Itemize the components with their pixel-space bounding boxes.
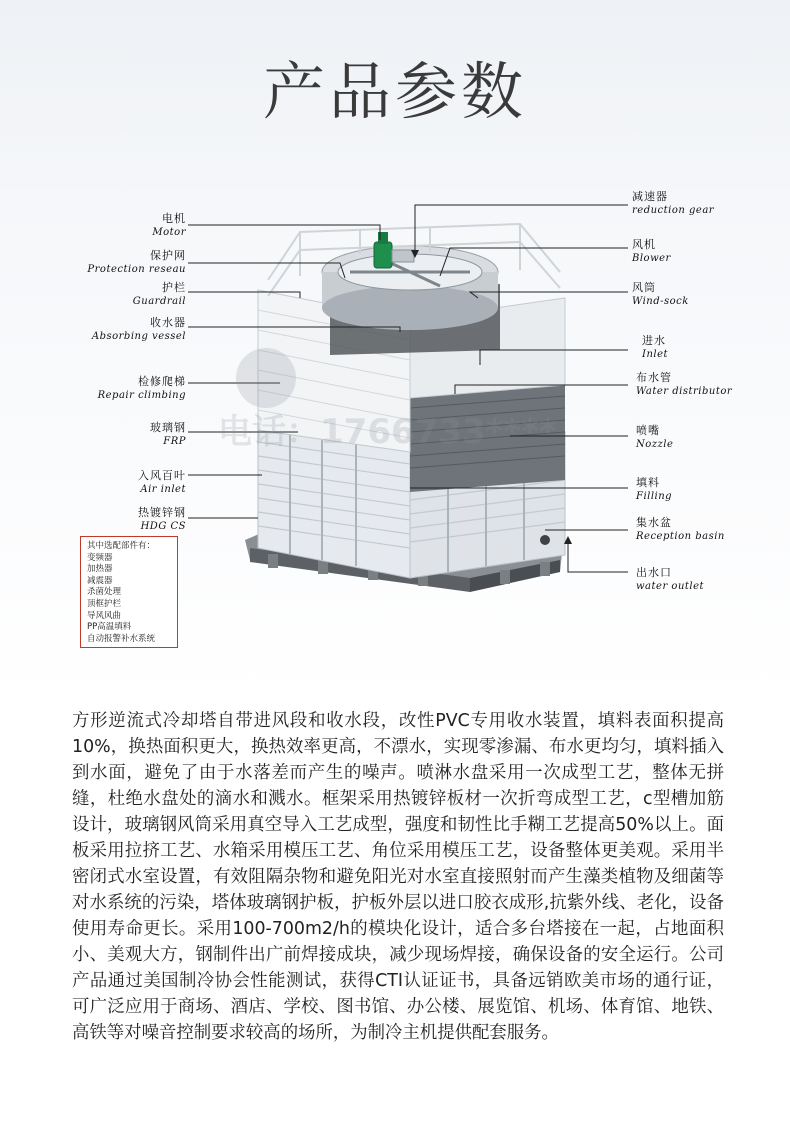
label-protection-reseau: 保护网 Protection reseau — [87, 249, 186, 275]
optional-part: 顶框护栏 — [87, 598, 122, 609]
label-inlet: 进水 Inlet — [642, 334, 669, 360]
label-absorbing-vessel: 收水器 Absorbing vessel — [91, 316, 186, 342]
optional-parts-heading: 其中选配部件有： — [87, 541, 156, 551]
product-description: 方形逆流式冷却塔自带进风段和收水段，改性PVC专用收水装置，填料表面积提高10%，换热面积更大，换热效率更高，不漂水，实现零渗漏、布水更均匀，填料插入到水面，避免了由于水落差而产生的噪声。喷淋水盘采用一次成型工艺，整体无拼缝，杜绝水盘处的滴水和溅水。框架采用热镀锌板材一次折弯成型工艺，c型槽加筋设计，玻璃钢风筒采用真空导入工艺成型，强度和韧性比手糊工艺提高50%以上。面板采用拉挤工艺、水箱采用模压工艺、角位采用模压工艺，设备整体更美观。采用半密闭式水室设置，有效阻隔杂物和避免阳光对水室直接照射而产生藻类植物及细菌等对水系统的污染，塔体玻璃钢护板，护板外层以进口胶衣成形,抗紫外线、老化，设备使用寿命更长。采用100-700m2/h的模块化设计，适合多台塔接在一起，占地面积小、美观大方，钢制件出广前焊接成块，减少现场焊接，确保设备的安全运行。公司产品通过美国制冷协会性能测试，获得CTI认证证书，具备远销欧美市场的通行证，可广泛应用于商场、酒店、学校、图书馆、办公楼、展览馆、机场、体育馆、地铁、高铁等对噪音控制要求较高的场所，为制冷主机提供配套服务。 — [72, 711, 724, 1043]
watermark-phone: 电话：1766733**** — [218, 412, 557, 452]
label-nozzle: 喷嘴 Nozzle — [636, 424, 674, 450]
water-outlet-port — [540, 535, 550, 545]
label-frp: 玻璃钢 FRP — [150, 421, 186, 447]
optional-part: 变频器 — [87, 552, 113, 563]
optional-parts-box — [80, 536, 178, 648]
optional-part: 加热器 — [87, 564, 113, 575]
label-guardrail: 护栏 Guardrail — [132, 281, 186, 307]
label-motor: 电机 Motor — [152, 212, 186, 238]
label-filling: 填料 Filling — [636, 476, 673, 502]
label-blower: 风机 Blower — [632, 238, 671, 264]
page-title: 产品参数 — [262, 55, 527, 128]
label-wind-sock: 风筒 Wind-sock — [632, 281, 689, 307]
filling-media — [410, 385, 565, 492]
label-water-distributor: 布水管 Water distributor — [636, 371, 733, 397]
optional-part: 导风风曲 — [87, 610, 122, 621]
label-air-inlet: 入风百叶 Air inlet — [138, 469, 186, 495]
optional-part: PP高温填料 — [87, 622, 132, 633]
label-water-outlet: 出水口 water outlet — [636, 566, 705, 592]
label-hdg-cs: 热镀锌钢 HDG CS — [138, 506, 186, 532]
label-repair-climbing: 检修爬梯 Repair climbing — [97, 375, 186, 401]
label-reception-basin: 集水盆 Reception basin — [636, 516, 725, 542]
optional-part: 杀菌处理 — [87, 587, 122, 598]
optional-part: 减震器 — [87, 575, 113, 586]
optional-part: 自动报警补水系统 — [87, 633, 156, 644]
label-reduction-gear: 减速器 reduction gear — [632, 190, 715, 216]
